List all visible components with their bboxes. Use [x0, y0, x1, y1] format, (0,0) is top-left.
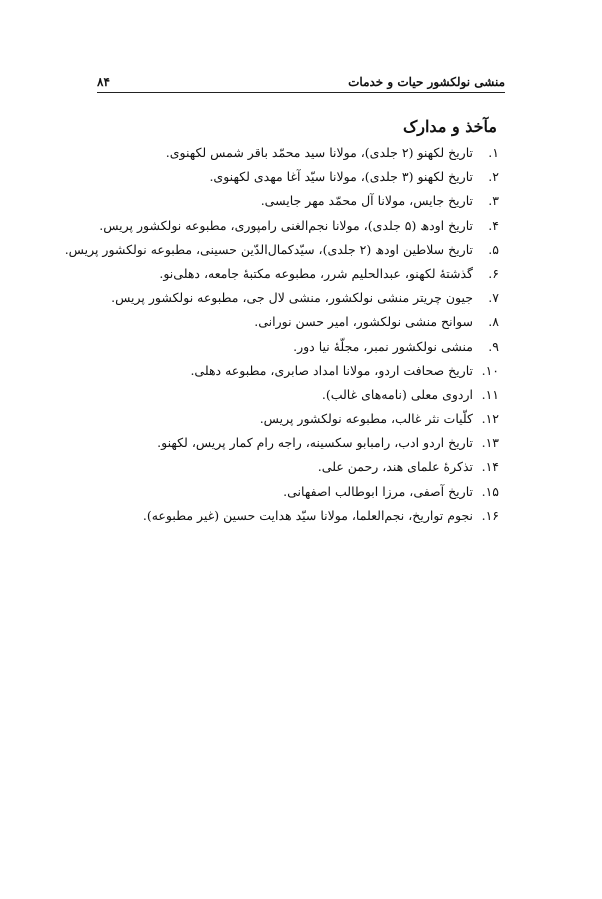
- list-item: [64, 238, 499, 262]
- list-item: [79, 383, 499, 407]
- list-item-text: کلّیات نثر غالب، مطبوعه نولکشور پریس.: [259, 411, 473, 427]
- list-item-number: ۱۰.: [481, 362, 499, 378]
- page-number: ۸۴: [97, 75, 110, 89]
- list-item-number: ۷.: [488, 290, 499, 306]
- list-item: [79, 504, 499, 528]
- list-item-number: ۴.: [488, 217, 499, 233]
- list-item-text: نجوم تواریخ، نجم‌العلما، مولانا سیّد هدایت حسین (غیر مطبوعه).: [142, 507, 473, 523]
- list-item-text: سوانح منشی نولکشور، امیر حسن نورانی.: [254, 314, 473, 330]
- list-item: [79, 480, 499, 504]
- section-heading: مآخذ و مدارک: [402, 117, 497, 136]
- list-item-number: ۸.: [488, 314, 499, 330]
- list-item-text: تاریخ سلاطین اودھ (۲ جلدی)، سیّدکمال‌الدّین حسینی، مطبوعه نولکشور پریس.: [64, 241, 473, 257]
- list-item-number: ۱۳.: [481, 435, 499, 451]
- running-header: [97, 68, 505, 93]
- list-item: [79, 214, 499, 238]
- list-item-number: ۱۵.: [481, 483, 499, 499]
- list-item-text: جیون چریتر منشی نولکشور، منشی لال جی، مطبوعه نولکشور پریس.: [111, 290, 473, 306]
- list-item-number: ۳.: [488, 193, 499, 209]
- list-item-text: تاریخ لکھنو (۲ جلدی)، مولانا سید محمّد باقر شمس لکھنوی.: [165, 145, 473, 160]
- list-item-text: منشی نولکشور نمبر، مجلّهٔ نیا دور.: [293, 338, 473, 354]
- list-item-number: ۱.: [488, 145, 499, 160]
- header-title: منشی نولکشور حیات و خدمات: [348, 75, 505, 89]
- list-item-text: تاریخ اردو ادب، رامبابو سکسینه، راجه رام کمار پریس، لکھنو.: [157, 435, 473, 451]
- list-item-number: ۱۱.: [481, 386, 499, 402]
- list-item-text: اردوی معلی (نامه‌های غالب).: [321, 386, 473, 402]
- list-item-number: ۶.: [488, 265, 499, 281]
- list-item-text: تاریخ آصفی، مرزا ابوطالب اصفهانی.: [283, 483, 473, 499]
- list-item: [79, 165, 499, 189]
- list-item: [79, 407, 499, 431]
- list-item: [79, 310, 499, 334]
- list-item: [79, 262, 499, 286]
- list-item-number: ۱۴.: [481, 459, 499, 475]
- reference-list: [64, 141, 499, 528]
- list-item-text: تاریخ جایس، مولانا آل محمّد مھر جایسی.: [260, 193, 473, 209]
- list-item-number: ۲.: [488, 169, 499, 185]
- list-item-text: تاریخ صحافت اردو، مولانا امداد صابری، مطبوعه دهلی.: [190, 362, 473, 378]
- list-item: [79, 286, 499, 310]
- list-item-text: تذکرهٔ علمای هند، رحمن علی.: [317, 459, 473, 475]
- list-item: [79, 431, 499, 455]
- list-item-number: ۹.: [488, 338, 499, 354]
- list-item: [79, 141, 499, 165]
- list-item-number: ۱۲.: [481, 411, 499, 427]
- list-item-text: گذشتهٔ لکھنو، عبدالحلیم شرر، مطبوعه مکتبهٔ جامعه، دهلی‌نو.: [159, 265, 473, 281]
- list-item: [79, 455, 499, 479]
- list-item-number: ۵.: [488, 241, 499, 257]
- list-item-text: تاریخ لکھنو (۳ جلدی)، مولانا سیّد آغا مھدی لکھنوی.: [209, 169, 473, 185]
- list-item: [79, 335, 499, 359]
- list-item: [79, 189, 499, 213]
- list-item: [79, 359, 499, 383]
- list-item-number: ۱۶.: [481, 507, 499, 523]
- list-item-text: تاریخ اودھ (۵ جلدی)، مولانا نجم‌الغنی رامپوری، مطبوعه نولکشور پریس.: [99, 217, 473, 233]
